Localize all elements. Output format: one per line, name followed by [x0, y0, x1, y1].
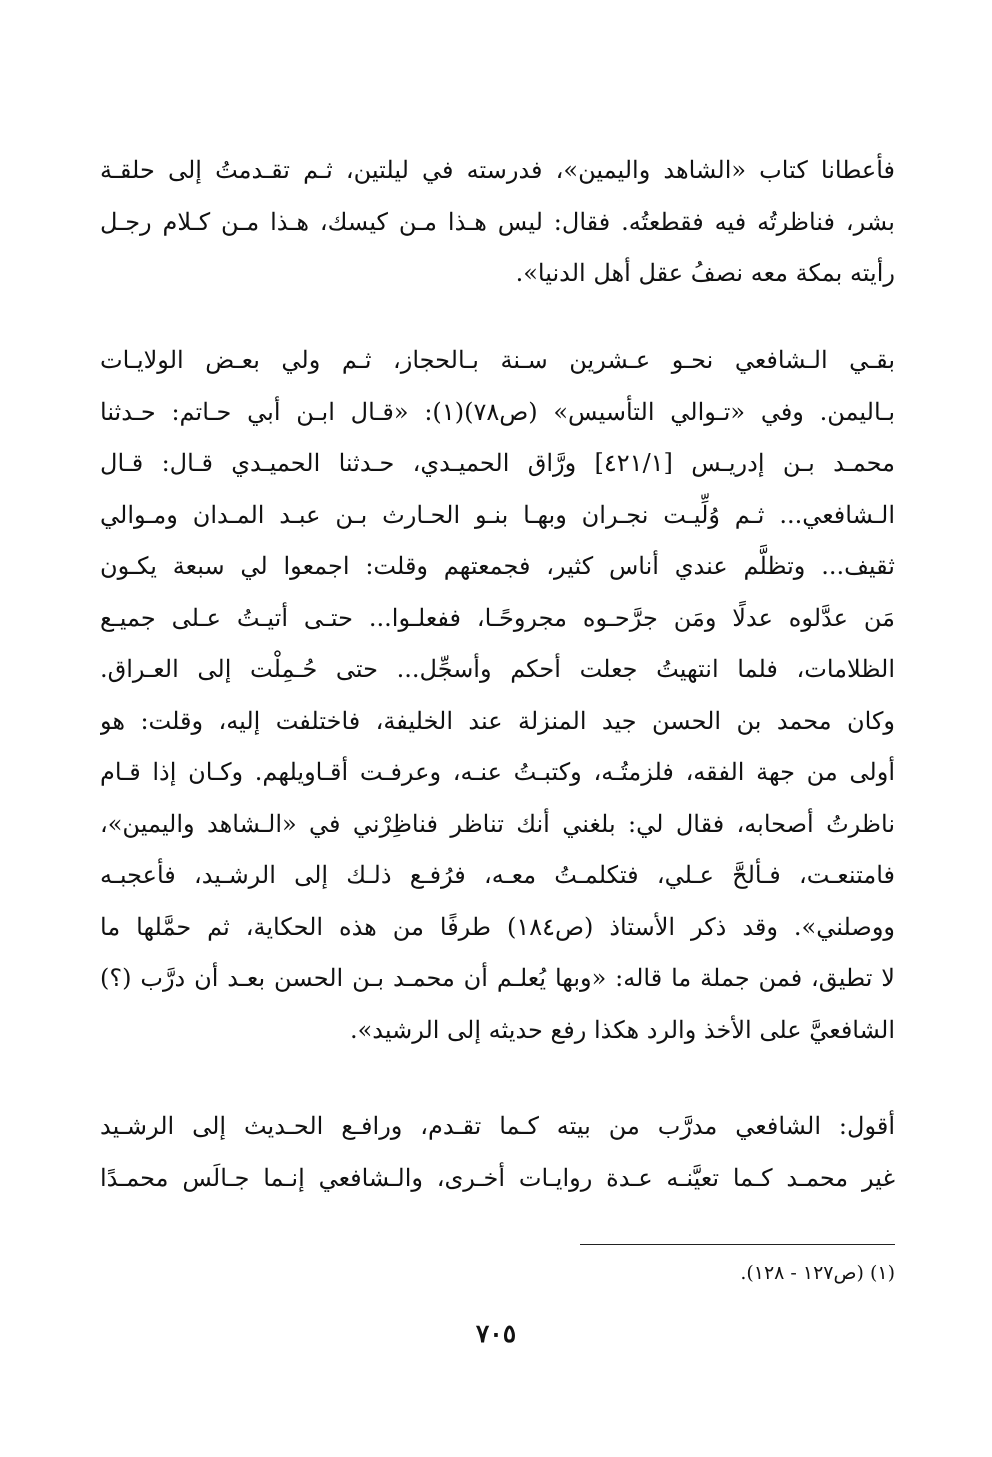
page-number: ٧٠٥	[475, 1319, 517, 1348]
text-line: ثقيف... وتظلَّم عندي أناس كثير، فجمعتهم وقلت: اجمعوا لي سبعة يكـون	[100, 552, 895, 580]
text-line: فامتنعـت، فـألحَّ عـلي، فتكلمـتُ معـه، فرُفـع ذلـك إلى الرشـيد، فأعجبـه	[100, 861, 895, 889]
text-line: بـاليمن. وفي «تـوالي التأسيس» (ص٧٨)(١): «قـال ابـن أبي حـاتم: حـدثنا	[100, 397, 895, 426]
text-line: الشافعيَّ على الأخذ والرد هكذا رفع حديثه إلى الرشيد».	[349, 1015, 895, 1044]
text-line: فأعطانا كتاب «الشاهد واليمين»، فدرسته في ليلتين، ثـم تقـدمتُ إلى حلقـة	[100, 156, 895, 184]
paragraph-1	[100, 145, 895, 300]
text-line: ووصلني». وقد ذكر الأستاذ (ص١٨٤) طرفًا من هذه الحكاية، ثم حمَّلها ما	[100, 912, 895, 941]
footnote: (١) (ص١٢٧ - ١٢٨).	[740, 1262, 895, 1284]
text-line: بشر، فناظرتُه فيه فقطعتُه. فقال: ليس هـذا مـن كيسك، هـذا مـن كـلام رجـل	[100, 207, 895, 236]
text-line: الـشافعي... ثـم وُلِّيـت نجـران وبهـا بنـو الحـارث بـن عبـد المـدان ومـوالي	[100, 500, 895, 529]
text-line: وكان محمد بن الحسن جيد المنزلة عند الخليفة، فاختلفت إليه، وقلت: هو	[100, 706, 895, 735]
text-line: الظلامات، فلما انتهيتُ جعلت أحكم وأسجِّل... حتى حُـمِلْت إلى العـراق.	[100, 655, 895, 683]
text-line: محمـد بـن إدريـس [٤٢١/١] ورَّاق الحميـدي، حـدثنا الحميـدي قـال: قـال	[100, 449, 895, 477]
text-line: أولى من جهة الفقه، فلزمتُـه، وكتبـتُ عنـه، وعرفـت أقـاويلهم. وكـان إذا قـام	[100, 758, 895, 786]
text-line: ناظرتُ أصحابه، فقال لي: بلغني أنك تناظر فناظِرْني في «الـشاهد واليمين»،	[100, 809, 895, 838]
text-line: بقـي الـشافعي نحـو عـشرين سـنة بـالحجاز، ثـم ولي بعـض الولايـات	[100, 346, 895, 374]
text-line: لا تطيق، فمن جملة ما قاله: «وبها يُعلـم أن محمـد بـن الحسن بعـد أن درَّب (؟)	[100, 964, 895, 992]
text-line: مَن عدَّلوه عدلًا ومَن جرَّحـوه مجروحًـا، ففعلـوا... حتـى أتيـتُ عـلى جميـع	[100, 603, 895, 632]
text-line: غير محمـد كـما تعيَّنـه عـدة روايـات أخـرى، والـشافعي إنـما جـالَس محمـدًا	[100, 1163, 895, 1192]
text-line: رأيته بمكة معه نصفُ عقل أهل الدنيا».	[515, 259, 895, 287]
text-line: أقول: الشافعي مدرَّب من بيته كـما تقـدم، ورافـع الحـديث إلى الرشـيد	[100, 1112, 895, 1140]
paragraph-2	[100, 335, 895, 1056]
footnote-divider	[580, 1244, 895, 1245]
paragraph-3	[100, 1101, 895, 1204]
